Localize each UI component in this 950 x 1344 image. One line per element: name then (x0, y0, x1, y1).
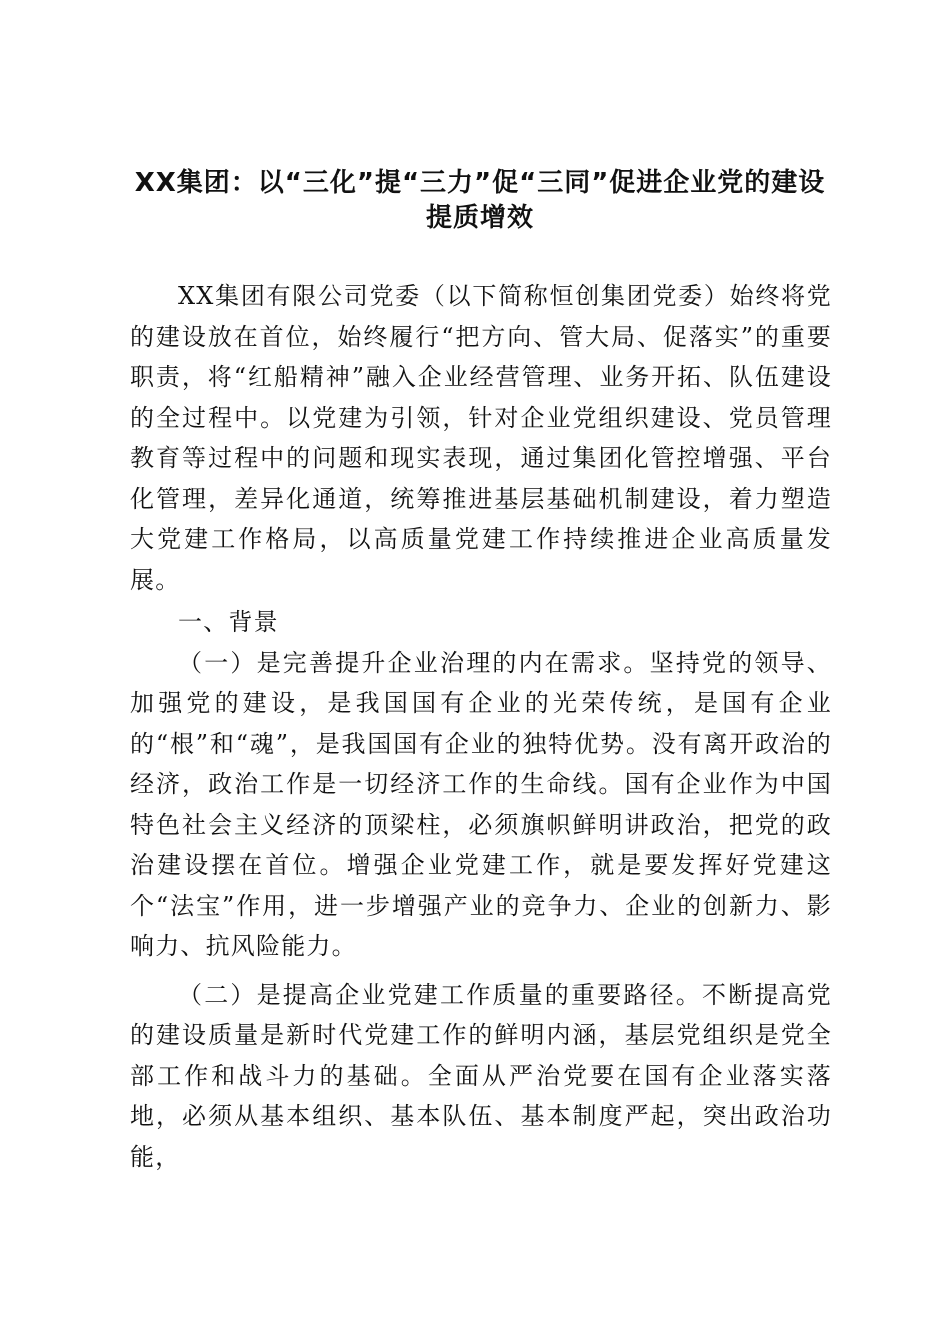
section-1-2-paragraph: （二）是提高企业党建工作质量的重要路径。不断提高党的建设质量是新时代党建工作的鲜明内涵，基层党组织是党全部工作和战斗力的基础。全面从严治党要在国有企业落实落地，必须从基本组织、基本队伍、基本制度严起，突出政治功能， (130, 980, 832, 1171)
section-1-1-paragraph: （一）是完善提升企业治理的内在需求。坚持党的领导、加强党的建设，是我国国有企业的光荣传统，是国有企业的“根”和“魂”，是我国国有企业的独特优势。没有离开政治的经济，政治工作是一切经济工作的生命线。国有企业作为中国特色社会主义经济的顶梁柱，必须旗帜鲜明讲政治，把党的政治建设摆在首位。增强企业党建工作，就是要发挥好党建这个“法宝”作用，进一步增强产业的竞争力、企业的创新力、影响力、抗风险能力。 (130, 648, 832, 960)
intro-paragraph: XX集团有限公司党委（以下简称恒创集团党委）始终将党的建设放在首位，始终履行“把方向、管大局、促落实”的重要职责，将“红船精神”融入企业经营管理、业务开拓、队伍建设的全过程中。以党建为引领，针对企业党组织建设、党员管理教育等过程中的问题和现实表现，通过集团化管控增强、平台化管理，差异化通道，统筹推进基层基础机制建设，着力塑造大党建工作格局，以高质量党建工作持续推进企业高质量发展。 (130, 282, 832, 594)
document-body (130, 276, 832, 1177)
title-line-2: 提质增效 (425, 203, 534, 233)
section-heading-background: 一、背景 (178, 608, 279, 636)
title-line-1: XX集团：以“三化”提“三力”促“三同”促进企业党的建设 (134, 168, 826, 198)
document-title (120, 166, 840, 236)
